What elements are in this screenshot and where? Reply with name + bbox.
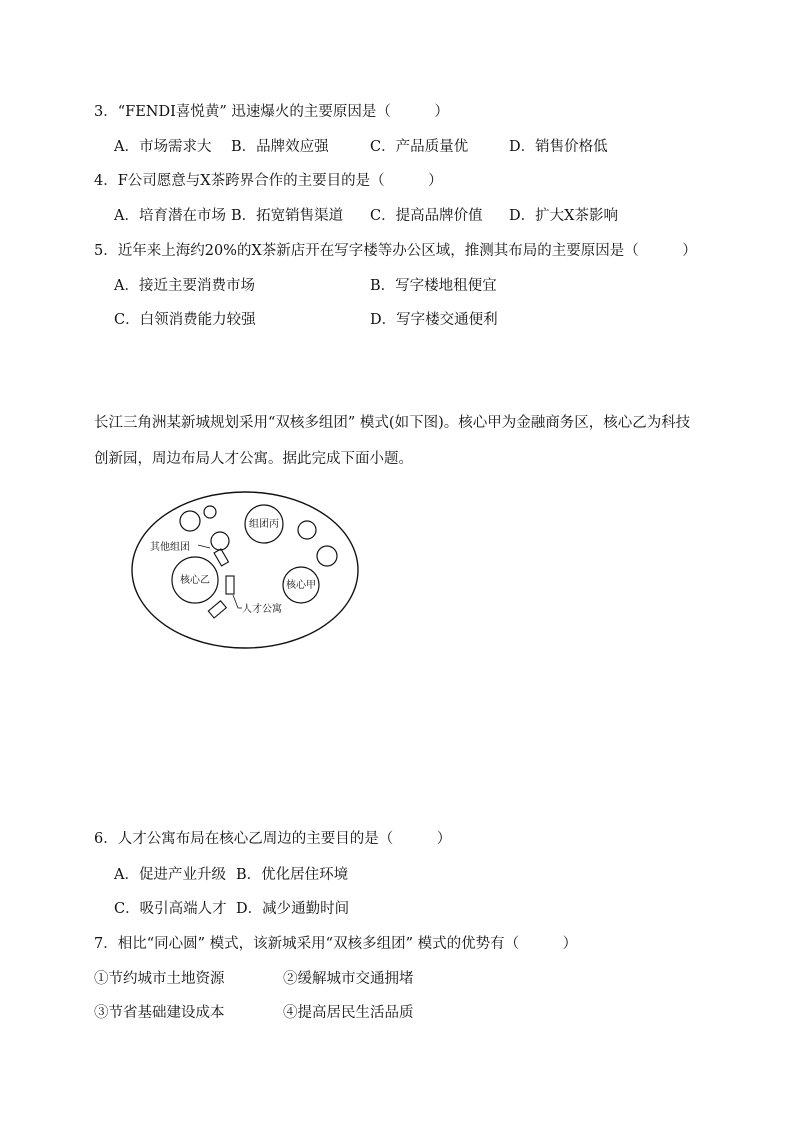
q6-option-c: C．吸引高端人才	[114, 901, 227, 917]
talent-apartment-block-2	[226, 576, 234, 594]
q6-option-d: D．减少通勤时间	[236, 901, 350, 917]
q4-stem: 4．F公司愿意与X茶跨界合作的主要目的是（ ）	[94, 173, 443, 189]
q4-option-c: C．提高品牌价值	[370, 208, 483, 224]
group-bing-label: 组团丙	[249, 519, 279, 530]
q5-option-b: B．写字楼地租便宜	[370, 278, 497, 294]
small-group-circle-4	[317, 546, 337, 566]
q7-option-1: ①节约城市土地资源	[94, 971, 225, 987]
q7-option-2: ②缓解城市交通拥堵	[283, 971, 414, 987]
core-yi-label: 核心乙	[180, 575, 210, 586]
city-layout-diagram	[130, 490, 360, 650]
city-boundary-ellipse	[132, 492, 358, 648]
core-jia-label: 核心甲	[286, 580, 316, 591]
q3-stem: 3．“FENDI喜悦黄” 迅速爆火的主要原因是（ ）	[94, 104, 449, 120]
small-group-circle-1	[180, 511, 200, 531]
small-group-circle-3	[298, 521, 316, 539]
other-group-leader-line	[198, 545, 210, 548]
q6-option-a: A．促进产业升级	[114, 867, 226, 883]
other-groups-label: 其他组团	[150, 542, 190, 553]
q4-option-b: B．拓宽销售渠道	[231, 208, 344, 224]
q3-option-b: B．品牌效应强	[231, 139, 329, 155]
talent-apartment-label: 人才公寓	[242, 604, 282, 615]
q3-option-c: C．产品质量优	[370, 139, 469, 155]
q7-option-3: ③节省基础建设成本	[94, 1005, 225, 1021]
talent-apartment-block-1	[214, 549, 228, 566]
q5-option-c: C．白领消费能力较强	[114, 312, 256, 328]
q3-option-d: D．销售价格低	[509, 139, 608, 155]
q5-option-a: A．接近主要消费市场	[114, 278, 255, 294]
q7-option-4: ④提高居民生活品质	[283, 1005, 414, 1021]
q3-option-a: A．市场需求大	[114, 139, 212, 155]
talent-apartment-block-3	[208, 601, 226, 618]
small-group-circle-2	[204, 506, 216, 518]
other-group-circle	[211, 532, 229, 550]
q7-stem: 7．相比“同心圆” 模式，该新城采用“双核多组团” 模式的优势有（ ）	[94, 936, 578, 952]
q5-option-d: D．写字楼交通便利	[370, 312, 498, 328]
q6-stem: 6．人才公寓布局在核心乙周边的主要目的是（ ）	[94, 831, 452, 847]
q4-option-a: A．培育潜在市场	[114, 208, 226, 224]
talent-apartment-leader-line	[233, 595, 242, 608]
q5-stem: 5．近年来上海约20%的X茶新店开在写字楼等办公区域，推测其布局的主要原因是（ ）	[94, 243, 697, 259]
passage-text: 长江三角洲某新城规划采用“双核多组团” 模式(如下图)。核心甲为金融商务区，核心乙为科技创新园，周边布局人才公寓。据此完成下面小题。	[94, 415, 691, 467]
q6-option-b: B．优化居住环境	[236, 867, 349, 883]
q4-option-d: D．扩大X茶影响	[509, 208, 618, 224]
